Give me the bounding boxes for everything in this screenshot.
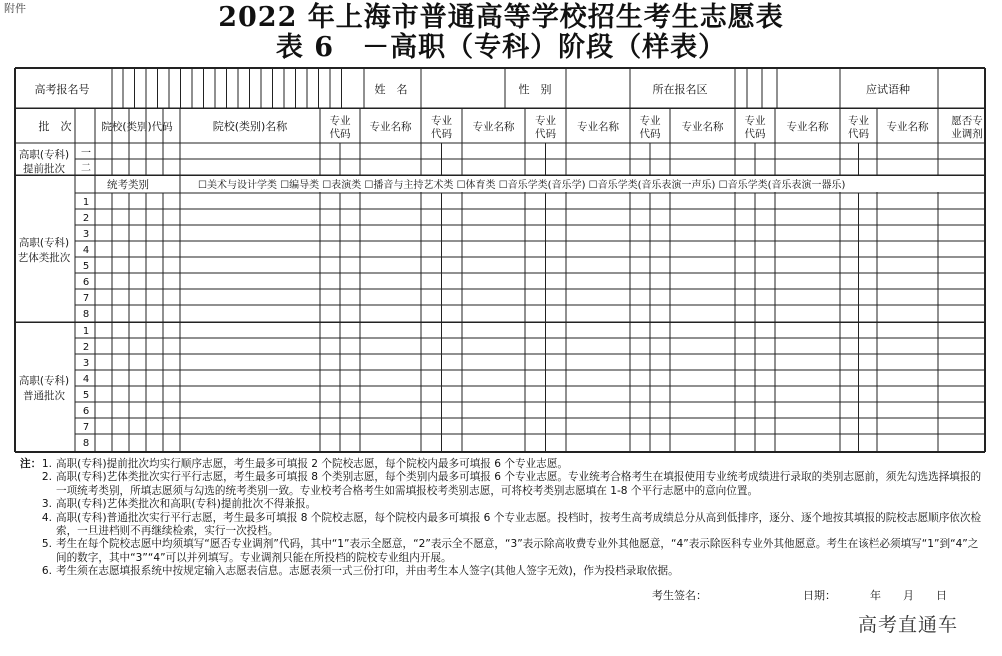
art-row-number-3: 3 (82, 229, 90, 240)
art-row-number-8: 8 (82, 309, 90, 320)
col-school-name: 院校(类别)名称 (212, 120, 288, 133)
major-code-head-1-b: 代码 (329, 128, 351, 140)
note-text: 考生在每个院校志愿中均须填写“愿否专业调剂”代码，其中“1”表示全愿意，“2”表示全不愿意，“3”表示除高收费专业外其他愿意，“4”表示除医科专业外其他愿意。考生在该栏必须填写“1”到“4”之间的数字，其中“3”“4”可以并列填写。专业调剂只能在所投档的院校专业组内开展。 (56, 538, 979, 564)
art-row-number-2: 2 (82, 213, 90, 224)
major-code-head-5-a: 专业 (744, 115, 766, 127)
art-row-number-7: 7 (82, 293, 90, 304)
major-code-head-6-a: 专业 (848, 115, 869, 127)
district-label: 所在报名区 (652, 83, 708, 96)
regular-row-number-6: 6 (82, 406, 90, 417)
date-label: 日期： (803, 589, 836, 602)
watermark-text: 高考直通车 (858, 614, 959, 636)
corner-mark: 附件 (4, 2, 26, 15)
note-text: 高职(专科)提前批次均实行顺序志愿，考生最多可填报 2 个院校志愿，每个院校内最多可填报 6 个专业志愿。 (56, 458, 568, 470)
art-category-label: 统考类别 (107, 179, 149, 191)
early-batch-label-1: 高职(专科) (18, 149, 70, 161)
art-row-number-6: 6 (82, 277, 90, 288)
note-text: 高职(专科)艺体类批次和高职(专科)提前批次不得兼报。 (56, 498, 317, 511)
note-text: 高职(专科)艺体类批次实行平行志愿，考生最多可填报 8 个类别志愿，每个类别内最多可填报 6 个专业志愿。专业统考合格考生在填报使用专业统考成绩进行录取的类别志愿前，须先勾选选择填报的一项统考类别，所填志愿须与勾选的统考类别一致。专业校考合格考生如需填报校考类别志愿，可将校考类别志愿填在 1-8 个平行志愿中的意向位置。 (56, 471, 982, 497)
note-item (36, 471, 987, 498)
form-title: 2022 年上海市普通高等学校招生考生志愿表 (218, 2, 784, 33)
art-batch-label-1: 高职(专科) (18, 237, 70, 249)
regular-row-number-4: 4 (82, 374, 90, 385)
regular-batch-label-2: 普通批次 (23, 390, 65, 402)
notes-head: 注： (20, 458, 42, 470)
col-adjust-line1: 愿否专 (951, 115, 983, 127)
col-batch: 批 次 (38, 120, 72, 133)
major-name-head-5: 专业名称 (786, 121, 829, 133)
major-name-head-2: 专业名称 (472, 121, 515, 133)
major-code-head-1-a: 专业 (329, 115, 351, 127)
major-code-head-2-a: 专业 (431, 115, 452, 127)
signature-label: 考生签名： (652, 589, 707, 602)
major-code-head-5-b: 代码 (744, 128, 766, 140)
regular-row-number-5: 5 (82, 390, 90, 401)
note-number: 1. (41, 458, 52, 470)
early-row-2: 二 (81, 163, 91, 174)
note-number: 6. (41, 565, 52, 578)
major-code-head-4-b: 代码 (639, 128, 661, 140)
major-code-head-3-a: 专业 (535, 115, 556, 127)
note-number: 4. (41, 511, 52, 524)
note-number: 5. (41, 538, 52, 551)
regular-row-number-8: 8 (82, 438, 90, 449)
art-row-number-1: 1 (82, 197, 90, 208)
note-number: 2. (41, 471, 52, 484)
note-item (36, 458, 987, 471)
major-column-headers (330, 114, 929, 140)
art-row-number-5: 5 (82, 261, 90, 272)
gender-label: 性 别 (518, 83, 552, 96)
regular-row-number-3: 3 (82, 358, 90, 369)
note-item (36, 512, 987, 539)
major-name-head-1: 专业名称 (369, 121, 412, 133)
art-row-numbers (83, 197, 89, 320)
regular-row-number-2: 2 (82, 342, 90, 353)
note-text: 高职(专科)普通批次实行平行志愿，考生最多可填报 8 个院校志愿，每个院校内最多可填报 6 个专业志愿。投档时，按考生高考成绩总分从高到低排序，逐分、逐个地按其填报的院校志愿顺序依次检索，一旦进档则不再继续检索，实行一次投档。 (56, 511, 982, 538)
date-fields: 年 月 日 (870, 589, 947, 602)
early-row-1: 一 (81, 148, 91, 159)
language-label: 应试语种 (866, 83, 910, 96)
regular-row-number-7: 7 (82, 422, 90, 433)
major-code-head-6-b: 代码 (848, 128, 869, 140)
major-name-head-3: 专业名称 (577, 121, 619, 133)
major-code-head-4-a: 专业 (639, 115, 661, 127)
name-label: 姓 名 (374, 83, 408, 96)
col-adjust-line2: 业调剂 (951, 128, 983, 140)
regular-batch-label-1: 高职(专科) (18, 375, 70, 387)
note-item (36, 498, 987, 511)
note-item (36, 565, 987, 578)
art-row-number-4: 4 (82, 245, 90, 256)
major-name-head-4: 专业名称 (681, 121, 724, 133)
major-code-head-3-b: 代码 (535, 128, 556, 140)
note-item (36, 538, 987, 565)
note-number: 3. (41, 498, 52, 511)
art-batch-label-2: 艺体类批次 (17, 252, 71, 264)
form-subtitle: 表 6 －高职（专科）阶段（样表） (275, 32, 727, 63)
art-category-options[interactable]: ☐美术与设计学类 ☐编导类 ☐表演类 ☐播音与主持艺术类 ☐体育类 ☐音乐学类(音乐学) ☐音乐学类(音乐表演一声乐) ☐音乐学类(音乐表演一器乐) (198, 180, 846, 191)
note-text: 考生须在志愿填报系统中按规定输入志愿表信息。志愿表须一式三份打印，并由考生本人签字(其他人签字无效)，作为投档录取依据。 (56, 565, 679, 578)
notes-section (22, 458, 987, 579)
major-name-head-6: 专业名称 (886, 121, 929, 133)
regular-row-numbers (83, 326, 89, 449)
early-batch-label-2: 提前批次 (23, 163, 65, 175)
col-school-code: 院校(类别)代码 (101, 121, 173, 133)
major-code-head-2-b: 代码 (431, 128, 452, 140)
exam-no-label: 高考报名号 (34, 83, 90, 96)
regular-row-number-1: 1 (82, 326, 90, 337)
